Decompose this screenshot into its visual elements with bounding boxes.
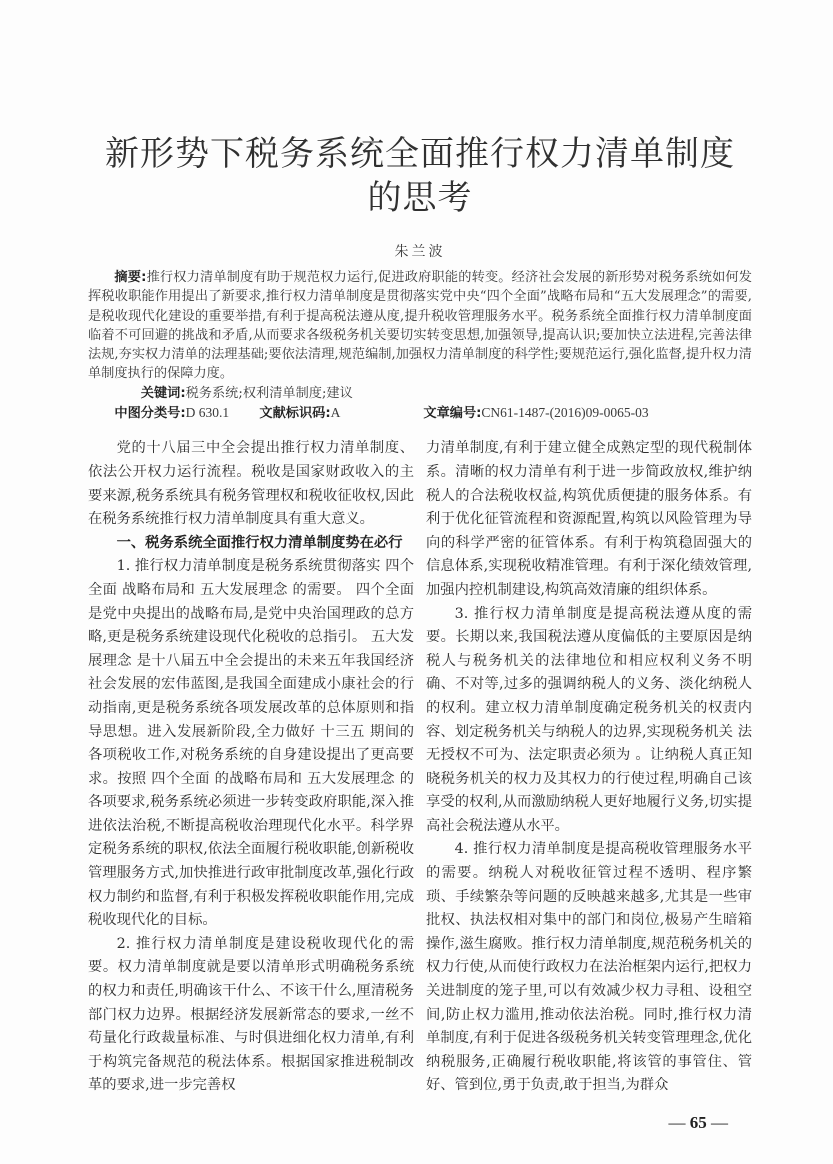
keywords-text: 税务系统;权利清单制度;建议: [185, 385, 353, 401]
paragraph-1: 1. 推行权力清单制度是税务系统贯彻落实 四个全面 战略布局和 五大发展理念 的需要。 四个全面 是党中央提出的战略布局,是党中央治国理政的总方略,更是税务系统建设现代化税收的总指引。 五大发展理念 是十八届五中全会提出的未来五年我国经济社会发展的宏伟蓝图,是我国全面建成小康社会的行动指南,更是税务系统各项发展改革的总体原则和指导思想。进入发展新阶段,全力做好 十三五 期间的各项税收工作,对税务系统的自身建设提出了更高要求。按照 四个全面 的战略布局和 五大发展理念 的各项要求,税务系统必须进一步转变政府职能,深入推进依法治税,不断提高税收治理现代化水平。科学界定税务系统的职权,依法全面履行税收职能,创新税收管理服务方式,加快推进行政审批制度改革,强化行政权力制约和监督,有利于积极发挥税收职能作用,完成税收现代化的目标。: [88, 558, 414, 929]
paragraph-2-continued: 力清单制度,有利于建立健全成熟定型的现代税制体系。清晰的权力清单有利于进一步简政放权,维护纳税人的合法税收权益,构筑优质便捷的服务体系。有利于优化征管流程和资源配置,构筑以风险管理为导向的科学严密的征管体系。有利于构筑稳固强大的信息体系,实现税收精准管理。有利于深化绩效管理,加强内控机制建设,构筑高效清廉的组织体系。: [426, 440, 752, 598]
clc-value: D 630.1: [185, 405, 230, 421]
doc-code-value: A: [330, 405, 341, 421]
classification-row: [88, 403, 752, 423]
intro-paragraph: 党的十八届三中全会提出推行权力清单制度、依法公开权力运行流程。税收是国家财政收入的主要来源,税务系统具有税务管理权和税收征收权,因此在税务系统推行权力清单制度具有重大意义。: [88, 440, 414, 528]
page-dash-left: —: [668, 1113, 686, 1132]
page-dash-right: —: [711, 1113, 728, 1132]
article-author: 朱兰波: [394, 244, 446, 260]
article-no-label: 文章编号:: [423, 406, 482, 422]
doc-code-field: [259, 403, 423, 423]
abstract-label: 摘要:: [114, 270, 147, 285]
paragraph-4: 4. 推行权力清单制度是提高税收管理服务水平的需要。纳税人对税收征管过程不透明、程序繁琐、手续繁杂等问题的反映越来越多,尤其是一些审批权、执法权相对集中的部门和岗位,极易产生暗箱操作,滋生腐败。推行权力清单制度,规范税务机关的权力行使,从而使行政权力在法治框架内运行,把权力关进制度的笼子里,可以有效减少权力寻租、设租空间,防止权力滥用,推动依法治税。同时,推行权力清单制度,有利于促进各级税务机关转变管理理念,优化纳税服务,正确履行税收职能,将该管的事管住、管好、管到位,勇于负责,敢于担当,为群众: [426, 841, 752, 1094]
keywords: [88, 384, 752, 403]
paragraph-2: 2. 推行权力清单制度是建设税收现代化的需要。权力清单制度就是要以清单形式明确税务系统的权力和责任,明确该干什么、不该干什么,厘清税务部门权力边界。根据经济发展新常态的要求,一丝不苟量化行政裁量标准、与时俱进细化权力清单,有利于构筑完备规范的税法体系。根据国家推进税制改革的要求,进一步完善权: [88, 935, 414, 1094]
abstract-block: [88, 268, 752, 423]
paragraph-3: 3. 推行权力清单制度是提高税法遵从度的需要。长期以来,我国税法遵从度偏低的主要原因是纳税人与税务机关的法律地位和相应权利义务不明确、不对等,过多的强调纳税人的义务、淡化纳税人的权利。建立权力清单制度确定税务机关的权责内容、划定税务机关与纳税人的边界,实现税务机关 法无授权不可为、法定职责必须为 。让纳税人真正知晓税务机关的权力及其权力的行使过程,明确自己该享受的权利,从而激励纳税人更好地履行义务,切实提高社会税法遵从水平。: [426, 605, 752, 834]
doc-code-label: 文献标识码:: [259, 406, 331, 422]
page-number-value: 65: [689, 1113, 707, 1132]
keywords-label: 关键词:: [140, 385, 186, 401]
article-title: 新形势下税务系统全面推行权力清单制度的思考: [105, 134, 735, 218]
page-number: [88, 1112, 752, 1134]
article-no-field: [423, 403, 648, 423]
clc-label: 中图分类号:: [114, 406, 186, 422]
body-columns: [88, 437, 752, 1098]
abstract: [88, 268, 752, 384]
abstract-text: 推行权力清单制度有助于规范权力运行,促进政府职能的转变。经济社会发展的新形势对税务系统如何发挥税收职能作用提出了新要求,推行权力清单制度是贯彻落实党中央“四个全面”战略布局和“五大发展理念”的需要,是税收现代化建设的重要举措,有利于提高税法遵从度,提升税收管理服务水平。税务系统全面推行权力清单制度面临着不可回避的挑战和矛盾,从而要求各级税务机关要切实转变思想,加强领导,提高认识;要加快立法进程,完善法律法规,夯实权力清单的法理基础;要依法清理,规范编制,加强权力清单制度的科学性;要规范运行,强化监督,提升权力清单制度执行的保障力度。: [88, 270, 752, 382]
right-column: [426, 437, 752, 1098]
article-no-value: CN61-1487-(2016)09-0065-03: [481, 405, 649, 421]
left-column: [88, 437, 414, 1098]
section-heading: 一、税务系统全面推行权力清单制度势在必行: [116, 534, 403, 551]
clc-field: [114, 403, 259, 423]
